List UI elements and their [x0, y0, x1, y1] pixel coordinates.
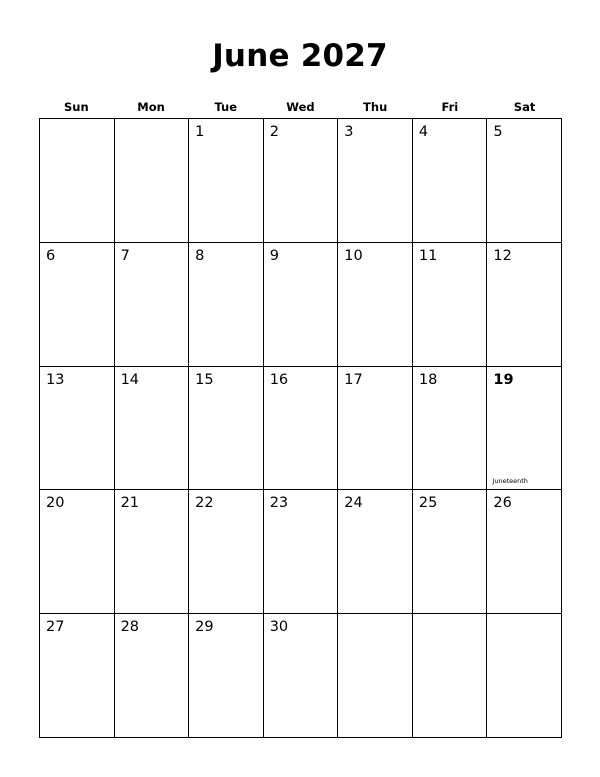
day-cell	[413, 367, 488, 491]
day-cell	[40, 614, 115, 738]
day-cell	[338, 119, 413, 243]
day-cell	[338, 367, 413, 491]
weekday-header-row	[39, 98, 562, 116]
day-cell	[189, 119, 264, 243]
day-cell	[189, 243, 264, 367]
day-cell	[189, 490, 264, 614]
day-number: 11	[418, 247, 438, 264]
weekday-fri: Fri	[441, 100, 459, 114]
day-number: 19	[493, 371, 514, 388]
empty-day-cell	[487, 614, 562, 738]
day-number: 3	[344, 124, 354, 140]
empty-day-cell	[40, 119, 115, 243]
day-number: 21	[120, 495, 140, 512]
day-number: 29	[195, 619, 214, 636]
day-number: 28	[120, 619, 140, 636]
day-number: 13	[46, 371, 65, 388]
day-number: 12	[493, 247, 512, 264]
day-cell	[115, 367, 190, 491]
day-number: 2	[269, 124, 279, 140]
day-number: 20	[46, 495, 65, 512]
weekday-mon: Mon	[137, 100, 165, 114]
weekday-thu: Thu	[363, 100, 388, 114]
day-cell	[338, 490, 413, 614]
day-cell	[115, 614, 190, 738]
day-cell	[189, 367, 264, 491]
day-cell	[487, 367, 562, 491]
day-number: 5	[493, 124, 503, 140]
day-cell	[40, 243, 115, 367]
calendar-title: June 2027	[212, 38, 388, 74]
empty-day-cell	[115, 119, 190, 243]
day-number: 18	[418, 371, 438, 388]
day-number: 6	[46, 247, 56, 264]
day-cell	[338, 243, 413, 367]
empty-day-cell	[413, 614, 488, 738]
day-number: 24	[344, 495, 363, 512]
day-number: 25	[418, 495, 438, 512]
day-cell	[264, 243, 339, 367]
day-number: 14	[120, 371, 140, 388]
day-cell	[487, 490, 562, 614]
day-number: 15	[195, 371, 214, 388]
day-cell	[40, 490, 115, 614]
day-cell	[264, 367, 339, 491]
day-number: 23	[269, 495, 289, 512]
day-number: 4	[418, 124, 429, 140]
day-cell	[487, 243, 562, 367]
day-cell	[264, 614, 339, 738]
day-cell	[264, 490, 339, 614]
day-number: 1	[195, 124, 205, 140]
day-cell	[487, 119, 562, 243]
weekday-tue: Tue	[214, 100, 238, 114]
holiday-label: Juneteenth	[492, 477, 528, 486]
weekday-sat: Sat	[513, 100, 536, 114]
day-number: 7	[120, 247, 130, 264]
day-cell	[115, 490, 190, 614]
day-number: 27	[46, 619, 65, 636]
day-number: 17	[344, 371, 363, 388]
day-cell	[40, 367, 115, 491]
day-cell	[413, 243, 488, 367]
day-cell	[413, 490, 488, 614]
calendar-grid	[39, 118, 562, 738]
weekday-wed: Wed	[286, 100, 315, 114]
day-cell	[189, 614, 264, 738]
empty-day-cell	[338, 614, 413, 738]
day-number: 10	[344, 247, 363, 264]
day-number: 16	[269, 371, 289, 388]
day-cell	[264, 119, 339, 243]
weekday-sun: Sun	[64, 100, 89, 114]
day-number: 9	[269, 247, 279, 264]
day-number: 30	[269, 619, 289, 636]
day-number: 8	[195, 247, 205, 264]
day-cell	[115, 243, 190, 367]
day-cell	[413, 119, 488, 243]
day-number: 26	[493, 495, 512, 512]
day-number: 22	[195, 495, 214, 512]
